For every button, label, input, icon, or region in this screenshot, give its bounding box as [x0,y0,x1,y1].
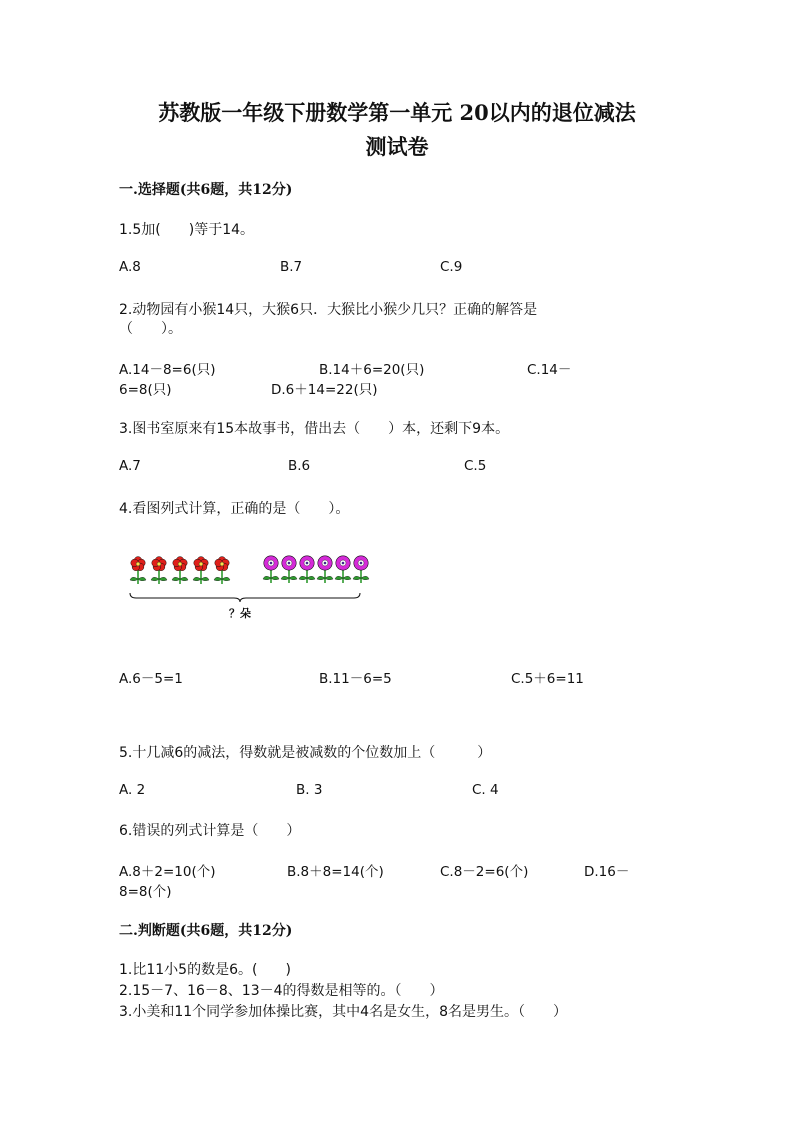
q1-option-c: C.9 [440,259,463,275]
page-title: 苏教版一年级下册数学第一单元 20以内的退位减法 [158,100,636,125]
q6-option-b: B.8＋8=14(个) [287,864,384,880]
pink-flower [299,556,315,583]
pink-flower [335,556,351,583]
q6-text: 6.错误的列式计算是（ ） [119,823,301,839]
judge-item-1: 1.比11小5的数是6。( ) [119,962,291,978]
red-flower [130,557,146,584]
section1-heading: 一.选择题(共6题，共12分) [119,182,293,198]
judge-item-3: 3.小美和11个同学参加体操比赛，其中4名是女生，8名是男生。（ ） [119,1004,567,1020]
red-flower [193,557,209,584]
page-subtitle: 测试卷 [365,134,429,159]
red-flower [214,557,230,584]
q1-option-b: B.7 [280,259,303,275]
q2-option-c: C.14－ [527,362,572,378]
q2-option-d: D.6＋14=22(只) [271,382,378,398]
q2-option-c-cont: 6=8(只) [119,382,172,398]
q2-text-line2: （ ）。 [119,321,182,337]
q1-text: 1.5加( )等于14。 [119,222,255,238]
q3-text: 3.图书室原来有15本故事书，借出去（ ）本，还剩下9本。 [119,421,510,437]
q3-option-c: C.5 [464,458,487,474]
brace [130,593,360,602]
figure-label: ？朵 [229,607,251,620]
q5-text: 5.十几减6的减法，得数就是被减数的个位数加上（ ） [119,745,492,761]
q2-text-line1: 2.动物园有小猴14只，大猴6只．大猴比小猴少几只？正确的解答是 [119,302,538,318]
q6-option-d-cont: 8=8(个) [119,884,172,900]
q5-option-c: C. 4 [472,782,499,798]
q3-option-b: B.6 [288,458,311,474]
q6-option-a: A.8＋2=10(个) [119,864,216,880]
red-flower [151,557,167,584]
judge-item-2: 2.15－7、16－8、13－4的得数是相等的。（ ） [119,983,444,999]
q6-option-d: D.16－ [584,864,630,880]
red-flower [172,557,188,584]
pink-flower [353,556,369,583]
pink-flower [263,556,279,583]
q3-option-a: A.7 [119,458,141,474]
q4-option-c: C.5＋6=11 [511,671,584,687]
q2-option-b: B.14＋6=20(只) [319,362,425,378]
q4-text: 4.看图列式计算，正确的是（ ）。 [119,501,350,517]
q1-option-a: A.8 [119,259,141,275]
pink-flower [281,556,297,583]
q4-option-a: A.6－5=1 [119,671,183,687]
q5-option-a: A. 2 [119,782,146,798]
q6-option-c: C.8－2=6(个) [440,864,529,880]
q5-option-b: B. 3 [296,782,323,798]
flowers-figure [122,552,372,627]
q4-option-b: B.11－6=5 [319,671,392,687]
q2-option-a: A.14－8=6(只) [119,362,216,378]
section2-heading: 二.判断题(共6题，共12分) [119,923,293,939]
pink-flower [317,556,333,583]
